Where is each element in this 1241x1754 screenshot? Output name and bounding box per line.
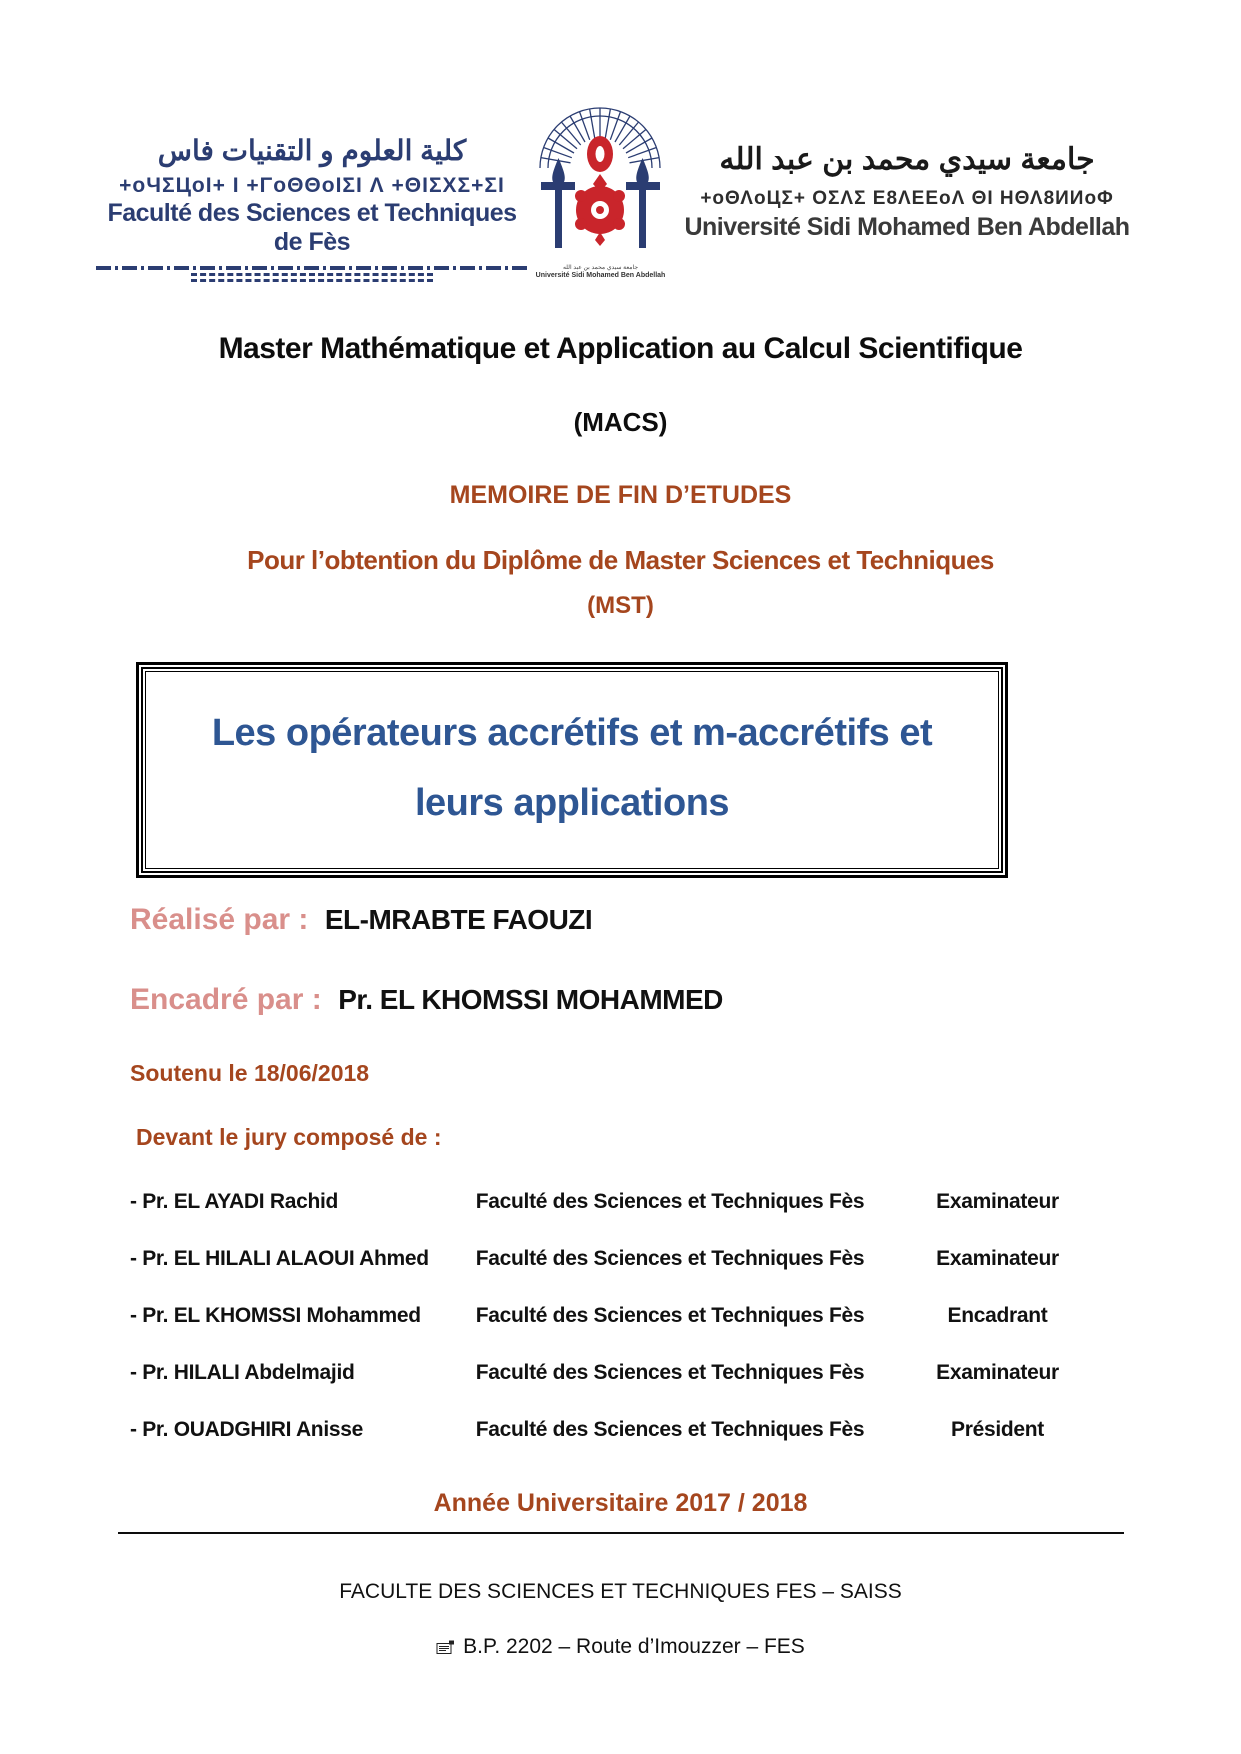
university-block	[673, 92, 1141, 242]
jury-member-role: Examinateur	[936, 1190, 1059, 1213]
academic-year: Année Universitaire 2017 / 2018	[433, 1489, 808, 1517]
jury-member-name: - Pr. EL KHOMSSI Mohammed	[130, 1304, 421, 1327]
university-name-french: Université Sidi Mohamed Ben Abdellah	[684, 213, 1130, 241]
master-program-title: Master Mathématique et Application au Calcul Scientifique	[218, 332, 1023, 365]
jury-member-name: - Pr. EL HILALI ALAOUI Ahmed	[130, 1247, 429, 1270]
faculty-name-french: Faculté des Sciences et Techniques de Fès	[107, 199, 517, 256]
footer-rule	[118, 1532, 1124, 1534]
faculty-name-arabic: كلية العلوم و التقنيات فاس	[157, 135, 467, 166]
jury-row	[130, 1361, 1115, 1385]
mail-icon	[436, 1640, 455, 1655]
jury-member-affiliation: Faculté des Sciences et Techniques Fès	[475, 1190, 865, 1213]
supervisor-label: Encadré par :	[130, 983, 322, 1016]
thesis-title-box-inner-border	[145, 671, 999, 869]
faculty-name-tifinagh: +oЧΣЦoI+ I +ΓoΘΘoIΣI Λ +ΘΙΣΧΣ+ΣΙ	[119, 174, 505, 197]
jury-member-role: Examinateur	[936, 1247, 1059, 1270]
logo-caption-french: Université Sidi Mohamed Ben Abdellah	[535, 272, 666, 279]
supervisor-line	[130, 983, 723, 1017]
medallion-icon	[575, 136, 625, 246]
footer-faculty: FACULTE DES SCIENCES ET TECHNIQUES FES – SAISS	[339, 1580, 902, 1603]
diploma-purpose: Pour l’obtention du Diplôme de Master Sciences et Techniques	[247, 545, 994, 575]
jury-member-affiliation: Faculté des Sciences et Techniques Fès	[475, 1361, 865, 1384]
dashed-divider	[191, 273, 433, 282]
thesis-title-line1: Les opérateurs accrétifs et m-accrétifs et	[211, 712, 933, 754]
jury-member-name: - Pr. OUADGHIRI Anisse	[130, 1418, 364, 1441]
jury-intro: Devant le jury composé de :	[136, 1124, 442, 1150]
footer-address	[0, 1635, 1241, 1659]
university-logo	[533, 92, 668, 280]
university-name-arabic: جامعة سيدي محمد بن عبد الله	[719, 143, 1095, 176]
thesis-title-box-mid-border	[141, 667, 1003, 873]
jury-member-affiliation: Faculté des Sciences et Techniques Fès	[475, 1418, 865, 1441]
memoir-heading: MEMOIRE DE FIN D’ETUDES	[449, 481, 792, 509]
jury-member-affiliation: Faculté des Sciences et Techniques Fès	[475, 1304, 865, 1327]
jury-member-role: Examinateur	[936, 1361, 1059, 1384]
page-header	[96, 92, 1141, 282]
author-name: EL-MRABTE FAOUZI	[324, 904, 593, 935]
dash-dot-divider	[96, 266, 528, 270]
program-acronym: (MACS)	[573, 407, 668, 437]
author-line	[130, 903, 592, 937]
jury-member-name: - Pr. EL AYADI Rachid	[130, 1190, 339, 1213]
university-emblem-icon	[535, 92, 666, 260]
jury-table	[130, 1190, 1115, 1475]
logo-caption-arabic: جامعة سيدي محمد بن عبد الله	[562, 265, 639, 271]
jury-member-affiliation: Faculté des Sciences et Techniques Fès	[475, 1247, 865, 1270]
thesis-title-box	[136, 662, 1008, 878]
author-label: Réalisé par :	[130, 903, 309, 936]
faculty-block	[96, 92, 528, 282]
supervisor-name: Pr. EL KHOMSSI MOHAMMED	[338, 984, 723, 1015]
defense-date: Soutenu le 18/06/2018	[130, 1060, 370, 1086]
jury-member-role: Encadrant	[947, 1304, 1048, 1327]
jury-row	[130, 1418, 1115, 1442]
jury-row	[130, 1190, 1115, 1214]
diploma-acronym: (MST)	[587, 592, 654, 619]
footer-address-text: B.P. 2202 – Route d’Imouzzer – FES	[463, 1635, 805, 1658]
thesis-title-line2: leurs applications	[414, 782, 730, 824]
jury-row	[130, 1247, 1115, 1271]
university-name-tifinagh: +oΘΛoЦΣ+ ΟΣΛΣ Ε8ΛΕΕoΛ ΘΙ ΗΘΛ8ИИoΦ	[700, 188, 1114, 209]
jury-member-role: Président	[951, 1418, 1044, 1441]
jury-member-name: - Pr. HILALI Abdelmajid	[130, 1361, 355, 1384]
jury-row	[130, 1304, 1115, 1328]
